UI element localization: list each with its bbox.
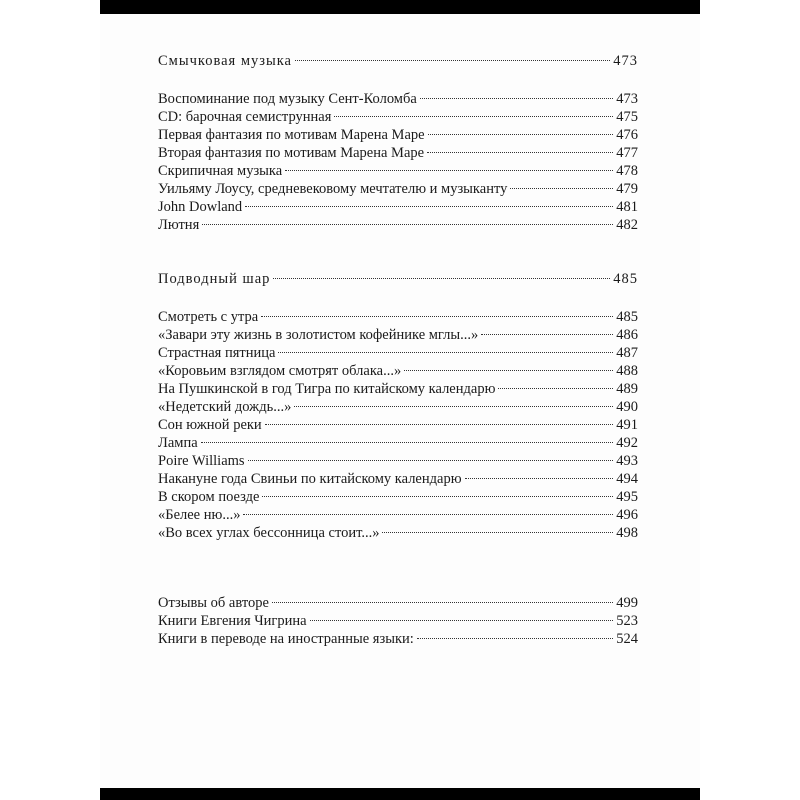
section-page-number: 485 [613, 271, 638, 287]
entry-title: Накануне года Свиньи по китайскому календарю [158, 471, 462, 487]
toc-entry[interactable] [158, 434, 638, 452]
dot-leader [481, 334, 613, 335]
toc-entry[interactable] [158, 180, 638, 198]
dot-leader [498, 388, 613, 389]
toc-entry[interactable] [158, 506, 638, 524]
toc-entry[interactable] [158, 90, 638, 108]
toc-entry[interactable] [158, 144, 638, 162]
toc-entry[interactable] [158, 362, 638, 380]
toc-entry[interactable] [158, 198, 638, 216]
table-of-contents [158, 52, 638, 648]
entry-title: Воспоминание под музыку Сент-Коломба [158, 91, 417, 107]
dot-leader [272, 602, 613, 603]
dot-leader [465, 478, 614, 479]
dot-leader [201, 442, 614, 443]
entry-title: В скором поезде [158, 489, 260, 505]
entry-page-number: 490 [616, 399, 638, 415]
dot-leader [243, 514, 613, 515]
entry-title: Скрипичная музыка [158, 163, 283, 179]
entry-page-number: 496 [616, 507, 638, 523]
dot-leader [202, 224, 613, 225]
dot-leader [417, 638, 613, 639]
dot-leader [427, 152, 613, 153]
entry-title: John Dowland [158, 199, 243, 215]
entry-title: Сон южной реки [158, 417, 262, 433]
entry-title: Страстная пятница [158, 345, 276, 361]
entry-title: Вторая фантазия по мотивам Марена Маре [158, 145, 425, 161]
entry-page-number: 493 [616, 453, 638, 469]
section-page-number: 473 [613, 53, 638, 69]
toc-entry[interactable] [158, 612, 638, 630]
dot-leader [261, 316, 613, 317]
entry-page-number: 492 [616, 435, 638, 451]
dot-leader [428, 134, 614, 135]
toc-entry[interactable] [158, 216, 638, 234]
entry-title: «Коровьим взглядом смотрят облака...» [158, 363, 402, 379]
entry-title: «Во всех углах бессонница стоит...» [158, 525, 380, 541]
dot-leader [248, 460, 614, 461]
entry-page-number: 482 [616, 217, 638, 233]
toc-entry[interactable] [158, 126, 638, 144]
entry-page-number: 498 [616, 525, 638, 541]
entry-title: Лампа [158, 435, 198, 451]
dot-leader [295, 60, 610, 61]
dot-leader [265, 424, 614, 425]
entry-page-number: 485 [616, 309, 638, 325]
dot-leader [420, 98, 613, 99]
entry-page-number: 499 [616, 595, 638, 611]
toc-entry[interactable] [158, 398, 638, 416]
entry-title: «Недетский дождь...» [158, 399, 292, 415]
toc-entry[interactable] [158, 630, 638, 648]
dot-leader [245, 206, 613, 207]
section-title: Подводный шар [158, 271, 271, 287]
entry-title: Poire Williams [158, 453, 245, 469]
dot-leader [294, 406, 613, 407]
entry-title: Отзывы об авторе [158, 595, 269, 611]
dot-leader [273, 278, 610, 279]
top-black-bar [100, 0, 700, 14]
dot-leader [510, 188, 613, 189]
entry-title: Смотреть с утра [158, 309, 259, 325]
toc-entry[interactable] [158, 488, 638, 506]
entry-title: На Пушкинской в год Тигра по китайскому календарю [158, 381, 496, 397]
entry-page-number: 487 [616, 345, 638, 361]
toc-entry[interactable] [158, 162, 638, 180]
dot-leader [262, 496, 613, 497]
toc-entry[interactable] [158, 326, 638, 344]
entry-title: Книги в переводе на иностранные языки: [158, 631, 414, 647]
toc-entry[interactable] [158, 452, 638, 470]
entry-page-number: 489 [616, 381, 638, 397]
entry-page-number: 491 [616, 417, 638, 433]
entry-page-number: 488 [616, 363, 638, 379]
toc-entry[interactable] [158, 524, 638, 542]
bottom-black-bar [100, 788, 700, 800]
entry-page-number: 486 [616, 327, 638, 343]
section-heading[interactable] [158, 52, 638, 70]
entry-title: Уильяму Лоусу, средневековому мечтателю и музыканту [158, 181, 508, 197]
toc-entry[interactable] [158, 380, 638, 398]
dot-leader [382, 532, 613, 533]
entry-page-number: 495 [616, 489, 638, 505]
dot-leader [278, 352, 613, 353]
section-title: Смычковая музыка [158, 53, 292, 69]
dot-leader [310, 620, 614, 621]
toc-entry[interactable] [158, 344, 638, 362]
entry-page-number: 473 [616, 91, 638, 107]
toc-entry[interactable] [158, 308, 638, 326]
toc-entry[interactable] [158, 594, 638, 612]
entry-title: «Белее ню...» [158, 507, 241, 523]
dot-leader [404, 370, 613, 371]
entry-page-number: 523 [616, 613, 638, 629]
entry-title: Лютня [158, 217, 200, 233]
entry-page-number: 476 [616, 127, 638, 143]
dot-leader [285, 170, 613, 171]
entry-page-number: 478 [616, 163, 638, 179]
toc-entry[interactable] [158, 108, 638, 126]
entry-title: Книги Евгения Чигрина [158, 613, 307, 629]
section-heading[interactable] [158, 270, 638, 288]
entry-title: CD: барочная семиструнная [158, 109, 332, 125]
dot-leader [334, 116, 613, 117]
entry-page-number: 479 [616, 181, 638, 197]
entry-page-number: 494 [616, 471, 638, 487]
entry-title: «Завари эту жизнь в золотистом кофейнике мглы...» [158, 327, 479, 343]
toc-entry[interactable] [158, 470, 638, 488]
entry-page-number: 481 [616, 199, 638, 215]
toc-entry[interactable] [158, 416, 638, 434]
entry-page-number: 477 [616, 145, 638, 161]
entry-page-number: 524 [616, 631, 638, 647]
entry-title: Первая фантазия по мотивам Марена Маре [158, 127, 425, 143]
entry-page-number: 475 [616, 109, 638, 125]
